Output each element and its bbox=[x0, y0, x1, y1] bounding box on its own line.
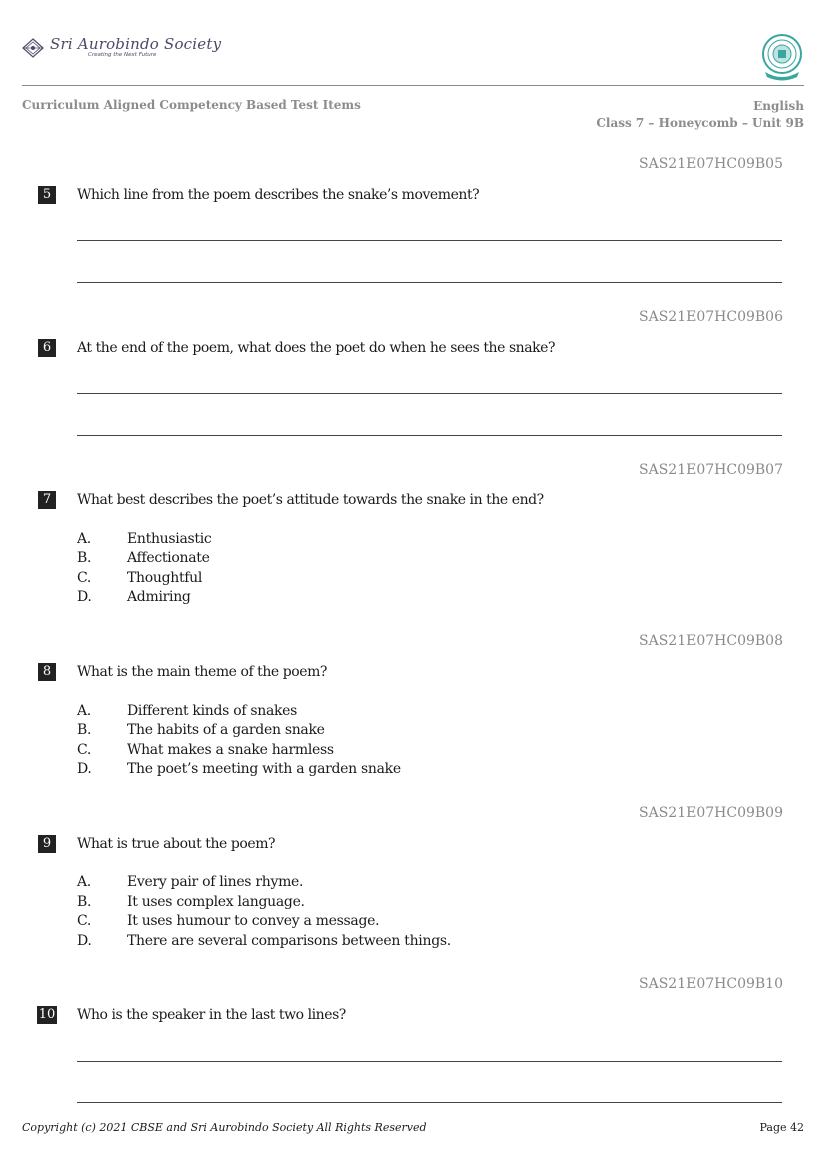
question-text: What is the main theme of the poem? bbox=[77, 664, 327, 680]
org-logo bbox=[22, 36, 221, 59]
option-text: Thoughtful bbox=[127, 570, 203, 586]
copyright-notice: Copyright (c) 2021 CBSE and Sri Aurobindo Society All Rights Reserved bbox=[22, 1121, 427, 1134]
header-rule bbox=[22, 85, 804, 86]
option-text: What makes a snake harmless bbox=[127, 742, 334, 758]
option-label: B. bbox=[77, 722, 92, 738]
question-number: 5 bbox=[38, 186, 56, 204]
cbse-seal-icon bbox=[759, 32, 805, 82]
answer-line[interactable] bbox=[77, 1061, 782, 1062]
answer-line[interactable] bbox=[77, 435, 782, 436]
question-code: SAS21E07HC09B06 bbox=[639, 309, 783, 325]
question-code: SAS21E07HC09B09 bbox=[639, 805, 783, 821]
question-number: 10 bbox=[38, 1007, 56, 1022]
question-text: Who is the speaker in the last two lines? bbox=[77, 1007, 346, 1023]
option-label: C. bbox=[77, 570, 92, 586]
option-label: D. bbox=[77, 589, 92, 605]
option-label: D. bbox=[77, 933, 92, 949]
answer-line[interactable] bbox=[77, 240, 782, 241]
option-text: Enthusiastic bbox=[127, 531, 212, 547]
option-text: Every pair of lines rhyme. bbox=[127, 874, 304, 890]
option-label: A. bbox=[77, 531, 91, 547]
org-name: Sri Aurobindo Society bbox=[50, 35, 222, 53]
option-label: A. bbox=[77, 874, 91, 890]
question-number: 8 bbox=[38, 663, 56, 681]
question-text: What is true about the poem? bbox=[77, 836, 276, 852]
option-text: There are several comparisons between things. bbox=[127, 933, 451, 949]
option-text: The habits of a garden snake bbox=[127, 722, 325, 738]
cbse-seal bbox=[759, 32, 805, 82]
document-title: Curriculum Aligned Competency Based Test Items bbox=[22, 98, 361, 112]
option-text: The poet’s meeting with a garden snake bbox=[127, 761, 401, 777]
question-number: 6 bbox=[38, 339, 56, 357]
lotus-emblem-icon bbox=[22, 38, 44, 58]
subject-info bbox=[596, 98, 804, 132]
option-text: Admiring bbox=[127, 589, 191, 605]
answer-line[interactable] bbox=[77, 282, 782, 283]
option-label: C. bbox=[77, 742, 92, 758]
question-code: SAS21E07HC09B07 bbox=[639, 462, 783, 478]
answer-line[interactable] bbox=[77, 393, 782, 394]
answer-line[interactable] bbox=[77, 1102, 782, 1103]
option-text: Affectionate bbox=[127, 550, 210, 566]
option-text: Different kinds of snakes bbox=[127, 703, 298, 719]
class-unit-label: Class 7 – Honeycomb – Unit 9B bbox=[596, 116, 804, 130]
option-label: B. bbox=[77, 894, 92, 910]
question-number: 7 bbox=[38, 491, 56, 509]
question-code: SAS21E07HC09B05 bbox=[639, 156, 783, 172]
question-number: 9 bbox=[38, 835, 56, 853]
option-label: C. bbox=[77, 913, 92, 929]
option-label: B. bbox=[77, 550, 92, 566]
question-code: SAS21E07HC09B10 bbox=[639, 976, 783, 992]
question-text: At the end of the poem, what does the poet do when he sees the snake? bbox=[77, 340, 556, 356]
subject-label: English bbox=[753, 99, 804, 113]
question-text: Which line from the poem describes the snake’s movement? bbox=[77, 187, 480, 203]
question-code: SAS21E07HC09B08 bbox=[639, 633, 783, 649]
page-number: Page 42 bbox=[759, 1121, 804, 1134]
option-label: D. bbox=[77, 761, 92, 777]
option-text: It uses humour to convey a message. bbox=[127, 913, 380, 929]
org-tagline: Creating the Next Future bbox=[88, 52, 157, 58]
question-text: What best describes the poet’s attitude towards the snake in the end? bbox=[77, 492, 544, 508]
option-text: It uses complex language. bbox=[127, 894, 305, 910]
option-label: A. bbox=[77, 703, 91, 719]
